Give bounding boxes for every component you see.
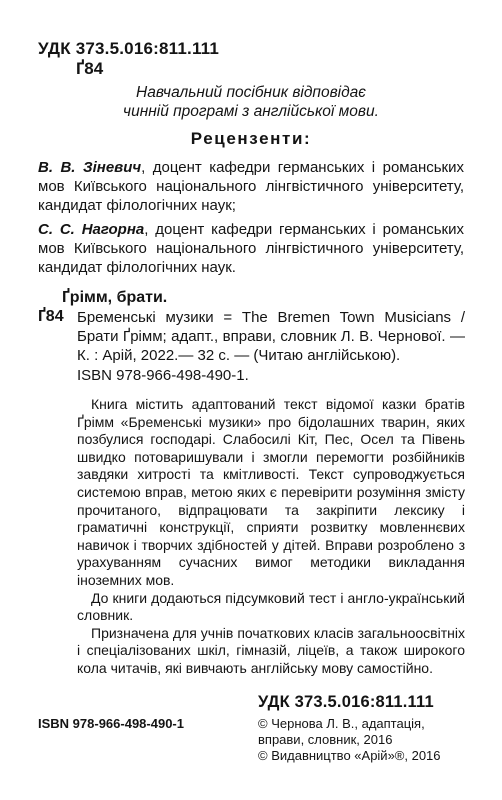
author-code-top: Ґ84 [76,59,104,78]
reviewer-name-1: В. В. Зіневич [38,159,142,176]
copyright-line-1: © Чернова Л. В., адаптація, [258,716,425,731]
catalog-author: Ґрімм, брати. [62,289,168,306]
reviewer-details-1: , доцент кафедри германських і романських мов Київського національного лінгвістичного університету, кандидат філологічних наук; [38,159,464,214]
curriculum-note [40,83,462,121]
description-paragraph-2: До книги додаються підсумковий тест і англо-український словник. [77,589,465,624]
catalog-isbn: ISBN 978-966-498-490-1. [77,367,249,384]
catalog-entry: Бременські музики = The Bremen Town Musicians / Брати Ґрімм; адапт., вправи, словник Л. В. Чернової. — К. : Арій, 2022.— 32 с. — (Читаю англійською). [77,309,465,364]
reviewer-entry-1 [38,158,464,215]
curriculum-note-line-2: чинній програмі з англійської мови. [123,103,379,120]
catalog-author-code: Ґ84 [38,308,64,325]
isbn-footer: ISBN 978-966-498-490-1 [38,716,184,731]
reviewer-details-2: , доцент кафедри германських і романських мов Київського національного лінгвістичного університету, кандидат філологічних наук. [38,221,464,276]
reviewer-entry-2 [38,220,464,277]
udk-code-bottom: УДК 373.5.016:811.111 [258,693,434,711]
copyright-line-3: © Видавництво «Арій»®, 2016 [258,748,441,763]
udk-code-top: УДК 373.5.016:811.111 [38,39,220,58]
curriculum-note-line-1: Навчальний посібник відповідає [136,84,366,101]
description-paragraph-1: Книга містить адаптований текст відомої казки братів Ґрімм «Бременські музики» про бідолашних тварин, яких позбулися господарі. Слабосилі Кіт, Пес, Осел та Півень швидко потоваришували і змогли перемогти розбійників завдяки хитрості та кмітливості. Текст супроводжується системою вправ, метою яких є перевірити розуміння змісту прочитаного, відпрацювати та закріпити лексику і граматичні конструкції, сприяти розвитку мовленнєвих навичок і творчих здібностей у дітей. Вправи розроблено з урахуванням сучасних вимог методики викладання іноземних мов. [77,396,465,588]
book-description [77,396,465,678]
description-paragraph-3: Призначена для учнів початкових класів загальноосвітніх і спеціалізованих шкіл, гімназій, ліцеїв, а також широкого кола читачів, які вивчають англійську мову самостійно. [77,624,465,676]
copyright-line-2: вправи, словник, 2016 [258,732,393,747]
copyright-block [258,716,458,764]
reviewers-heading: Рецензенти: [190,129,312,148]
reviewer-name-2: С. С. Нагорна [38,221,145,238]
